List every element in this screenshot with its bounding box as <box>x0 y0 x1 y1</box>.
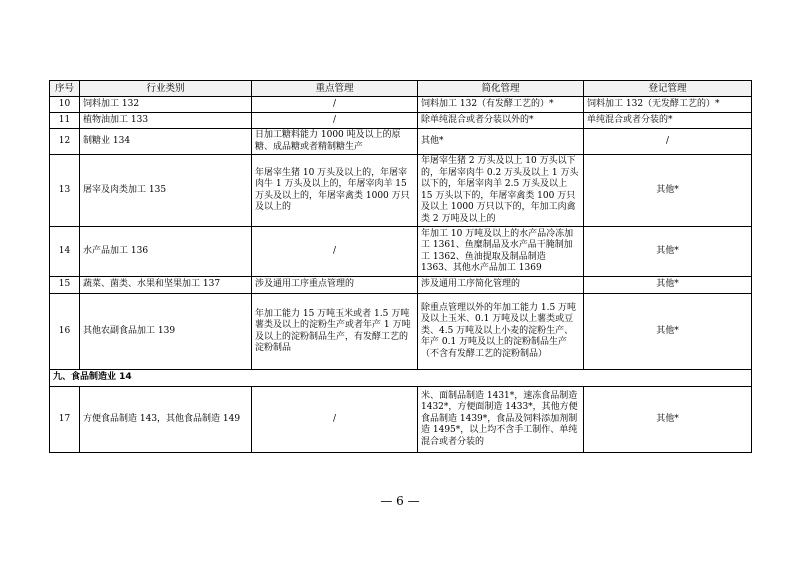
row-industry: 方便食品制造 143，其他食品制造 149 <box>80 387 252 453</box>
row-no: 14 <box>50 227 80 277</box>
table-row <box>50 387 752 453</box>
row-simple: 涉及通用工序简化管理的 <box>418 277 584 294</box>
row-key: 年加工能力 15 万吨玉米或者 1.5 万吨薯类及以上的淀粉生产或者年产 1 万吨及以上的淀粉制品生产，有发酵工艺的淀粉制品 <box>252 294 418 370</box>
row-simple: 除单纯混合或者分装以外的* <box>418 113 584 129</box>
row-key: 日加工糖料能力 1000 吨及以上的原糖、成品糖或者精制糖生产 <box>252 129 418 155</box>
table-row <box>50 277 752 294</box>
row-no: 12 <box>50 129 80 155</box>
table-row <box>50 155 752 227</box>
row-industry: 其他农副食品加工 139 <box>80 294 252 370</box>
row-reg: 其他* <box>584 277 752 294</box>
table-row <box>50 294 752 370</box>
row-reg: 其他* <box>584 227 752 277</box>
row-no: 10 <box>50 97 80 113</box>
row-no: 13 <box>50 155 80 227</box>
row-reg: 单纯混合或者分装的* <box>584 113 752 129</box>
row-reg: / <box>584 129 752 155</box>
row-industry: 饲料加工 132 <box>80 97 252 113</box>
table-row <box>50 129 752 155</box>
row-simple: 除重点管理以外的年加工能力 1.5 万吨及以上玉米、0.1 万吨及以上薯类或豆类、4.5 万吨及以上小麦的淀粉生产、年产 0.1 万吨及以上的淀粉制品生产（不含有发酵工艺的淀粉制品） <box>418 294 584 370</box>
row-no: 15 <box>50 277 80 294</box>
row-industry: 制糖业 134 <box>80 129 252 155</box>
row-simple: 其他* <box>418 129 584 155</box>
section-title: 九、食品制造业 14 <box>50 370 752 387</box>
row-reg: 其他* <box>584 155 752 227</box>
header-registration-management: 登记管理 <box>584 81 752 97</box>
row-key: 涉及通用工序重点管理的 <box>252 277 418 294</box>
row-key: / <box>252 97 418 113</box>
header-no: 序号 <box>50 81 80 97</box>
page-number: — 6 — <box>380 494 420 508</box>
table-row <box>50 97 752 113</box>
row-key: / <box>252 113 418 129</box>
row-simple: 饲料加工 132（有发酵工艺的）* <box>418 97 584 113</box>
row-simple: 米、面制品制造 1431*，速冻食品制造 1432*，方便面制造 1433*，其他方便食品制造 1439*，食品及饲料添加剂制造 1495*，以上均不含手工制作、单纯混合或者分装的 <box>418 387 584 453</box>
row-industry: 植物油加工 133 <box>80 113 252 129</box>
row-industry: 蔬菜、菌类、水果和坚果加工 137 <box>80 277 252 294</box>
row-no: 11 <box>50 113 80 129</box>
row-reg: 饲料加工 132（无发酵工艺的）* <box>584 97 752 113</box>
table-row <box>50 227 752 277</box>
header-key-management: 重点管理 <box>252 81 418 97</box>
industry-table <box>49 80 752 453</box>
row-industry: 水产品加工 136 <box>80 227 252 277</box>
row-key: / <box>252 227 418 277</box>
table-row <box>50 113 752 129</box>
row-reg: 其他* <box>584 387 752 453</box>
section-row <box>50 370 752 387</box>
row-key: 年屠宰生猪 10 万头及以上的，年屠宰肉牛 1 万头及以上的，年屠宰肉羊 15 万头及以上的，年屠宰禽类 1000 万只及以上的 <box>252 155 418 227</box>
row-no: 16 <box>50 294 80 370</box>
row-no: 17 <box>50 387 80 453</box>
table-header-row <box>50 81 752 97</box>
header-industry: 行业类别 <box>80 81 252 97</box>
row-simple: 年屠宰生猪 2 万头及以上 10 万头以下的，年屠宰肉牛 0.2 万头及以上 1 万头以下的，年屠宰肉羊 2.5 万头及以上 15 万头以下的，年屠宰禽类 100 万只及以上 1000 万只以下的，年加工肉禽类 2 万吨及以上的 <box>418 155 584 227</box>
row-reg: 其他* <box>584 294 752 370</box>
header-simplified-management: 简化管理 <box>418 81 584 97</box>
row-simple: 年加工 10 万吨及以上的水产品冷冻加工 1361、鱼糜制品及水产品干腌制加工 1362、鱼油提取及制品制造 1363、其他水产品加工 1369 <box>418 227 584 277</box>
row-key: / <box>252 387 418 453</box>
row-industry: 屠宰及肉类加工 135 <box>80 155 252 227</box>
